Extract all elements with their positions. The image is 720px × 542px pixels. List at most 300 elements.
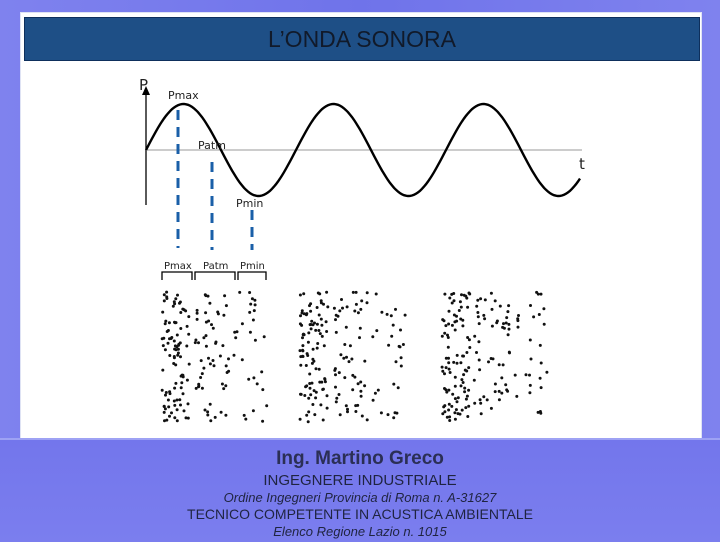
particle-dot bbox=[540, 362, 543, 365]
particle-dot bbox=[363, 384, 366, 387]
particle-dot bbox=[313, 322, 316, 325]
particle-dot bbox=[248, 311, 251, 314]
label-pmax: Pmax bbox=[168, 89, 199, 102]
particle-dot bbox=[307, 410, 310, 413]
particle-dot bbox=[507, 323, 510, 326]
particle-dot bbox=[311, 358, 314, 361]
particle-dot bbox=[454, 397, 457, 400]
particle-dot bbox=[308, 304, 311, 307]
particle-dot bbox=[529, 384, 532, 387]
particle-dot bbox=[180, 381, 183, 384]
particle-dot bbox=[491, 308, 494, 311]
particle-dot bbox=[342, 357, 345, 360]
particle-dot bbox=[252, 376, 255, 379]
particle-dot bbox=[355, 303, 358, 306]
particle-dot bbox=[316, 347, 319, 350]
particle-dot bbox=[375, 329, 378, 332]
particle-dot bbox=[194, 339, 197, 342]
particle-dot bbox=[333, 369, 336, 372]
particle-dot bbox=[299, 294, 302, 297]
particle-dot bbox=[453, 320, 456, 323]
particle-dot bbox=[461, 324, 464, 327]
particle-dot bbox=[168, 354, 171, 357]
particle-dot bbox=[309, 393, 312, 396]
particle-dot bbox=[506, 310, 509, 313]
particle-dot bbox=[299, 364, 302, 367]
particle-dot bbox=[247, 378, 250, 381]
particle-dot bbox=[461, 409, 464, 412]
particle-dot bbox=[441, 412, 444, 415]
particle-dot bbox=[505, 322, 508, 325]
particle-dot bbox=[179, 404, 182, 407]
particle-dot bbox=[233, 354, 236, 357]
particle-dot bbox=[502, 363, 505, 366]
particle-dot bbox=[479, 402, 482, 405]
particle-dot bbox=[545, 371, 548, 374]
particle-dot bbox=[479, 297, 482, 300]
particle-dot bbox=[181, 374, 184, 377]
particle-dot bbox=[451, 393, 454, 396]
particle-dot bbox=[163, 419, 166, 422]
particle-dot bbox=[209, 419, 212, 422]
particle-dot bbox=[377, 389, 380, 392]
particle-dot bbox=[167, 405, 170, 408]
particle-dot bbox=[183, 308, 186, 311]
particle-dot bbox=[326, 394, 329, 397]
particle-dot bbox=[494, 299, 497, 302]
bracket-patm bbox=[195, 272, 235, 280]
particle-dot bbox=[243, 414, 246, 417]
particle-dot bbox=[502, 322, 505, 325]
particle-dot bbox=[473, 379, 476, 382]
particle-dot bbox=[333, 307, 336, 310]
particle-dot bbox=[448, 310, 451, 313]
particle-dot bbox=[451, 324, 454, 327]
particle-dot bbox=[305, 414, 308, 417]
particle-dot bbox=[177, 352, 180, 355]
particle-dot bbox=[359, 381, 362, 384]
particle-dot bbox=[220, 411, 223, 414]
particle-dot bbox=[452, 292, 455, 295]
particle-dot bbox=[454, 418, 457, 421]
particle-dot bbox=[168, 390, 171, 393]
particle-dot bbox=[404, 314, 407, 317]
particle-dot bbox=[366, 291, 369, 294]
particle-dot bbox=[454, 376, 457, 379]
footer bbox=[0, 438, 720, 542]
particle-dot bbox=[478, 368, 481, 371]
particle-dot bbox=[301, 312, 304, 315]
particle-dot bbox=[256, 382, 259, 385]
particle-dot bbox=[173, 404, 176, 407]
particle-dot bbox=[320, 324, 323, 327]
particle-dot bbox=[445, 357, 448, 360]
particle-dot bbox=[170, 411, 173, 414]
particle-dot bbox=[225, 364, 228, 367]
particle-dot bbox=[323, 344, 326, 347]
particle-dot bbox=[490, 407, 493, 410]
particle-dot bbox=[309, 323, 312, 326]
particle-dot bbox=[466, 415, 469, 418]
particle-dot bbox=[363, 360, 366, 363]
particle-dot bbox=[319, 332, 322, 335]
particle-dot bbox=[402, 343, 405, 346]
particle-dot bbox=[213, 364, 216, 367]
particle-dot bbox=[447, 323, 450, 326]
particle-dot bbox=[507, 333, 510, 336]
particle-dot bbox=[176, 334, 179, 337]
particle-dot bbox=[173, 387, 176, 390]
author-role: INGEGNERE INDUSTRIALE bbox=[263, 472, 457, 489]
particle-dot bbox=[325, 330, 328, 333]
particle-dot bbox=[173, 416, 176, 419]
particle-dot bbox=[322, 388, 325, 391]
particle-dot bbox=[345, 326, 348, 329]
particle-dot bbox=[301, 355, 304, 358]
particle-dot bbox=[299, 349, 302, 352]
particle-dot bbox=[322, 419, 325, 422]
particle-dot bbox=[482, 314, 485, 317]
particle-dot bbox=[224, 414, 227, 417]
particle-dot bbox=[179, 355, 182, 358]
particle-dot bbox=[478, 359, 481, 362]
particle-dot bbox=[529, 339, 532, 342]
particle-dot bbox=[334, 373, 337, 376]
particle-dot bbox=[460, 384, 463, 387]
particle-dot bbox=[212, 359, 215, 362]
particle-dot bbox=[477, 315, 480, 318]
particle-dot bbox=[392, 383, 395, 386]
particle-dot bbox=[446, 416, 449, 419]
particle-dot bbox=[182, 392, 185, 395]
particle-dot bbox=[210, 323, 213, 326]
particle-dot bbox=[227, 357, 230, 360]
particle-dot bbox=[508, 351, 511, 354]
particle-dot bbox=[315, 367, 318, 370]
particle-dot bbox=[334, 318, 337, 321]
particle-dot bbox=[538, 313, 541, 316]
particle-dot bbox=[453, 411, 456, 414]
particle-dot bbox=[539, 377, 542, 380]
particle-dot bbox=[176, 294, 179, 297]
particle-dot bbox=[326, 407, 329, 410]
particle-dot bbox=[375, 293, 378, 296]
particle-dot bbox=[443, 387, 446, 390]
particle-dot bbox=[168, 321, 171, 324]
particle-dot bbox=[494, 383, 497, 386]
particle-dot bbox=[504, 383, 507, 386]
particle-dot bbox=[334, 386, 337, 389]
particle-dot bbox=[505, 316, 508, 319]
particle-dot bbox=[164, 348, 167, 351]
particle-dot bbox=[308, 373, 311, 376]
particle-dot bbox=[316, 342, 319, 345]
particle-dot bbox=[446, 334, 449, 337]
particle-dot bbox=[323, 377, 326, 380]
particle-dot bbox=[374, 392, 377, 395]
particle-dot bbox=[249, 303, 252, 306]
bracket-label-pmax: Pmax bbox=[164, 261, 192, 272]
particle-dot bbox=[387, 344, 390, 347]
particle-dot bbox=[174, 382, 177, 385]
particle-dot bbox=[207, 357, 210, 360]
particle-dot bbox=[530, 358, 533, 361]
particle-dot bbox=[517, 326, 520, 329]
particle-dot bbox=[448, 403, 451, 406]
particle-dot bbox=[528, 374, 531, 377]
particle-dot bbox=[478, 322, 481, 325]
author-name: Ing. Martino Greco bbox=[276, 448, 444, 469]
particle-dot bbox=[461, 319, 464, 322]
particle-dot bbox=[460, 378, 463, 381]
particle-dot bbox=[359, 390, 362, 393]
particle-dot bbox=[185, 345, 188, 348]
particle-dot bbox=[346, 305, 349, 308]
particle-dot bbox=[299, 418, 302, 421]
author-certification: TECNICO COMPETENTE IN ACUSTICA AMBIENTALE bbox=[187, 506, 533, 522]
particle-dot bbox=[212, 327, 215, 330]
particle-dot bbox=[161, 389, 164, 392]
particle-dot bbox=[354, 410, 357, 413]
particle-dot bbox=[443, 404, 446, 407]
particle-dot bbox=[445, 391, 448, 394]
particle-dot bbox=[197, 341, 200, 344]
particle-dot bbox=[307, 331, 310, 334]
particle-dot bbox=[179, 327, 182, 330]
particle-dot bbox=[238, 291, 241, 294]
particle-dot bbox=[253, 299, 256, 302]
particle-dot bbox=[441, 370, 444, 373]
particle-dot bbox=[532, 315, 535, 318]
particle-dot bbox=[480, 412, 483, 415]
particle-dot bbox=[451, 302, 454, 305]
particle-dot bbox=[197, 383, 200, 386]
label-patm: Patm bbox=[198, 139, 226, 152]
particle-dot bbox=[178, 398, 181, 401]
particle-dot bbox=[458, 309, 461, 312]
particle-dot bbox=[314, 329, 317, 332]
bracket-label-pmin: Pmin bbox=[240, 261, 265, 272]
particle-dot bbox=[299, 314, 302, 317]
particle-dot bbox=[475, 351, 478, 354]
slide-title: L’ONDA SONORA bbox=[268, 25, 456, 52]
particle-dot bbox=[164, 320, 167, 323]
particle-dot bbox=[306, 354, 309, 357]
particle-dot bbox=[395, 360, 398, 363]
particle-dot bbox=[308, 382, 311, 385]
particle-dot bbox=[351, 374, 354, 377]
particle-dot bbox=[176, 419, 179, 422]
particle-dot bbox=[261, 388, 264, 391]
particle-dot bbox=[397, 386, 400, 389]
particle-dot bbox=[528, 391, 531, 394]
particle-dot bbox=[343, 343, 346, 346]
particle-dot bbox=[305, 384, 308, 387]
particle-dot bbox=[187, 315, 190, 318]
particle-dot bbox=[214, 416, 217, 419]
particle-dot bbox=[360, 395, 363, 398]
particle-dot bbox=[307, 397, 310, 400]
particle-dot bbox=[176, 408, 179, 411]
particle-dot bbox=[163, 293, 166, 296]
particle-dot bbox=[499, 305, 502, 308]
particle-dot bbox=[252, 319, 255, 322]
particle-dot bbox=[222, 387, 225, 390]
particle-dot bbox=[301, 344, 304, 347]
particle-dot bbox=[354, 404, 357, 407]
particle-dot bbox=[467, 389, 470, 392]
particle-dot bbox=[450, 405, 453, 408]
particle-dot bbox=[537, 293, 540, 296]
particle-dot bbox=[172, 305, 175, 308]
particle-dot bbox=[301, 336, 304, 339]
particle-dot bbox=[359, 327, 362, 330]
particle-dot bbox=[338, 309, 341, 312]
particle-dot bbox=[173, 400, 176, 403]
particle-dot bbox=[465, 370, 468, 373]
particle-dot bbox=[174, 297, 177, 300]
particle-dot bbox=[186, 379, 189, 382]
particle-dot bbox=[355, 291, 358, 294]
particle-dot bbox=[183, 409, 186, 412]
particle-dot bbox=[461, 355, 464, 358]
particle-dot bbox=[400, 356, 403, 359]
particle-dot bbox=[543, 323, 546, 326]
particle-dot bbox=[301, 349, 304, 352]
particle-dot bbox=[307, 341, 310, 344]
particle-dot bbox=[459, 361, 462, 364]
particle-dot bbox=[300, 393, 303, 396]
particle-dot bbox=[394, 308, 397, 311]
particle-dot bbox=[186, 325, 189, 328]
particle-dot bbox=[188, 363, 191, 366]
particle-dot bbox=[345, 404, 348, 407]
particle-dot bbox=[312, 348, 315, 351]
particle-dot bbox=[482, 395, 485, 398]
particle-dot bbox=[209, 403, 212, 406]
particle-dot bbox=[468, 338, 471, 341]
particle-dot bbox=[233, 331, 236, 334]
bracket-pmin bbox=[238, 272, 266, 280]
particle-dot bbox=[325, 291, 328, 294]
particle-dot bbox=[339, 353, 342, 356]
particle-dot bbox=[514, 374, 517, 377]
particle-dot bbox=[318, 381, 321, 384]
particle-dot bbox=[223, 294, 226, 297]
particle-dot bbox=[205, 334, 208, 337]
particle-dot bbox=[187, 333, 190, 336]
particle-dot bbox=[263, 335, 266, 338]
particle-dot bbox=[496, 320, 499, 323]
particle-dot bbox=[335, 397, 338, 400]
particle-dot bbox=[173, 355, 176, 358]
particle-dot bbox=[357, 311, 360, 314]
particle-dot bbox=[486, 398, 489, 401]
particle-dot bbox=[457, 412, 460, 415]
particle-dot bbox=[206, 414, 209, 417]
particle-dot bbox=[350, 358, 353, 361]
particle-dot bbox=[517, 314, 520, 317]
particle-dot bbox=[317, 329, 320, 332]
particle-dot bbox=[163, 411, 166, 414]
particle-dot bbox=[447, 346, 450, 349]
particle-dot bbox=[503, 327, 506, 330]
particle-dot bbox=[244, 418, 247, 421]
particle-dot bbox=[241, 322, 244, 325]
particle-dot bbox=[392, 324, 395, 327]
axis-label-p: P bbox=[139, 76, 149, 94]
particle-dot bbox=[444, 324, 447, 327]
particle-dot bbox=[487, 360, 490, 363]
particle-dot bbox=[164, 407, 167, 410]
particle-dot bbox=[491, 325, 494, 328]
bracket-label-patm: Patm bbox=[203, 261, 229, 272]
particle-dot bbox=[358, 336, 361, 339]
particle-dot bbox=[179, 341, 182, 344]
particle-dot bbox=[455, 408, 458, 411]
particle-dot bbox=[225, 304, 228, 307]
particle-dot bbox=[194, 341, 197, 344]
particle-dot bbox=[163, 299, 166, 302]
particle-dot bbox=[371, 335, 374, 338]
particle-dot bbox=[335, 331, 338, 334]
particle-density-pattern bbox=[161, 291, 549, 424]
particle-dot bbox=[207, 295, 210, 298]
particle-dot bbox=[309, 310, 312, 313]
particle-dot bbox=[506, 390, 509, 393]
particle-dot bbox=[447, 409, 450, 412]
particle-dot bbox=[221, 344, 224, 347]
particle-dot bbox=[173, 340, 176, 343]
particle-dot bbox=[249, 331, 252, 334]
label-pmin: Pmin bbox=[236, 197, 264, 210]
author-order: Ordine Ingegneri Provincia di Roma n. A-31627 bbox=[223, 490, 497, 505]
particle-dot bbox=[476, 311, 479, 314]
particle-dot bbox=[345, 356, 348, 359]
particle-dot bbox=[380, 311, 383, 314]
particle-dot bbox=[454, 385, 457, 388]
particle-dot bbox=[309, 387, 312, 390]
particle-dot bbox=[498, 363, 501, 366]
particle-dot bbox=[448, 297, 451, 300]
particle-dot bbox=[202, 336, 205, 339]
particle-dot bbox=[172, 362, 175, 365]
particle-dot bbox=[302, 333, 305, 336]
particle-dot bbox=[490, 292, 493, 295]
particle-dot bbox=[366, 301, 369, 304]
particle-dot bbox=[318, 292, 321, 295]
particle-dot bbox=[310, 327, 313, 330]
particle-dot bbox=[395, 412, 398, 415]
particle-dot bbox=[477, 340, 480, 343]
particle-dot bbox=[199, 376, 202, 379]
particle-dot bbox=[467, 366, 470, 369]
particle-dot bbox=[209, 362, 212, 365]
particle-dot bbox=[443, 372, 446, 375]
particle-dot bbox=[473, 335, 476, 338]
particle-dot bbox=[196, 318, 199, 321]
particle-dot bbox=[390, 314, 393, 317]
particle-dot bbox=[175, 348, 178, 351]
particle-dot bbox=[316, 323, 319, 326]
particle-dot bbox=[311, 362, 314, 365]
particle-dot bbox=[468, 293, 471, 296]
particle-dot bbox=[540, 293, 543, 296]
particle-dot bbox=[318, 368, 321, 371]
particle-dot bbox=[161, 311, 164, 314]
particle-dot bbox=[313, 413, 316, 416]
particle-dot bbox=[164, 394, 167, 397]
